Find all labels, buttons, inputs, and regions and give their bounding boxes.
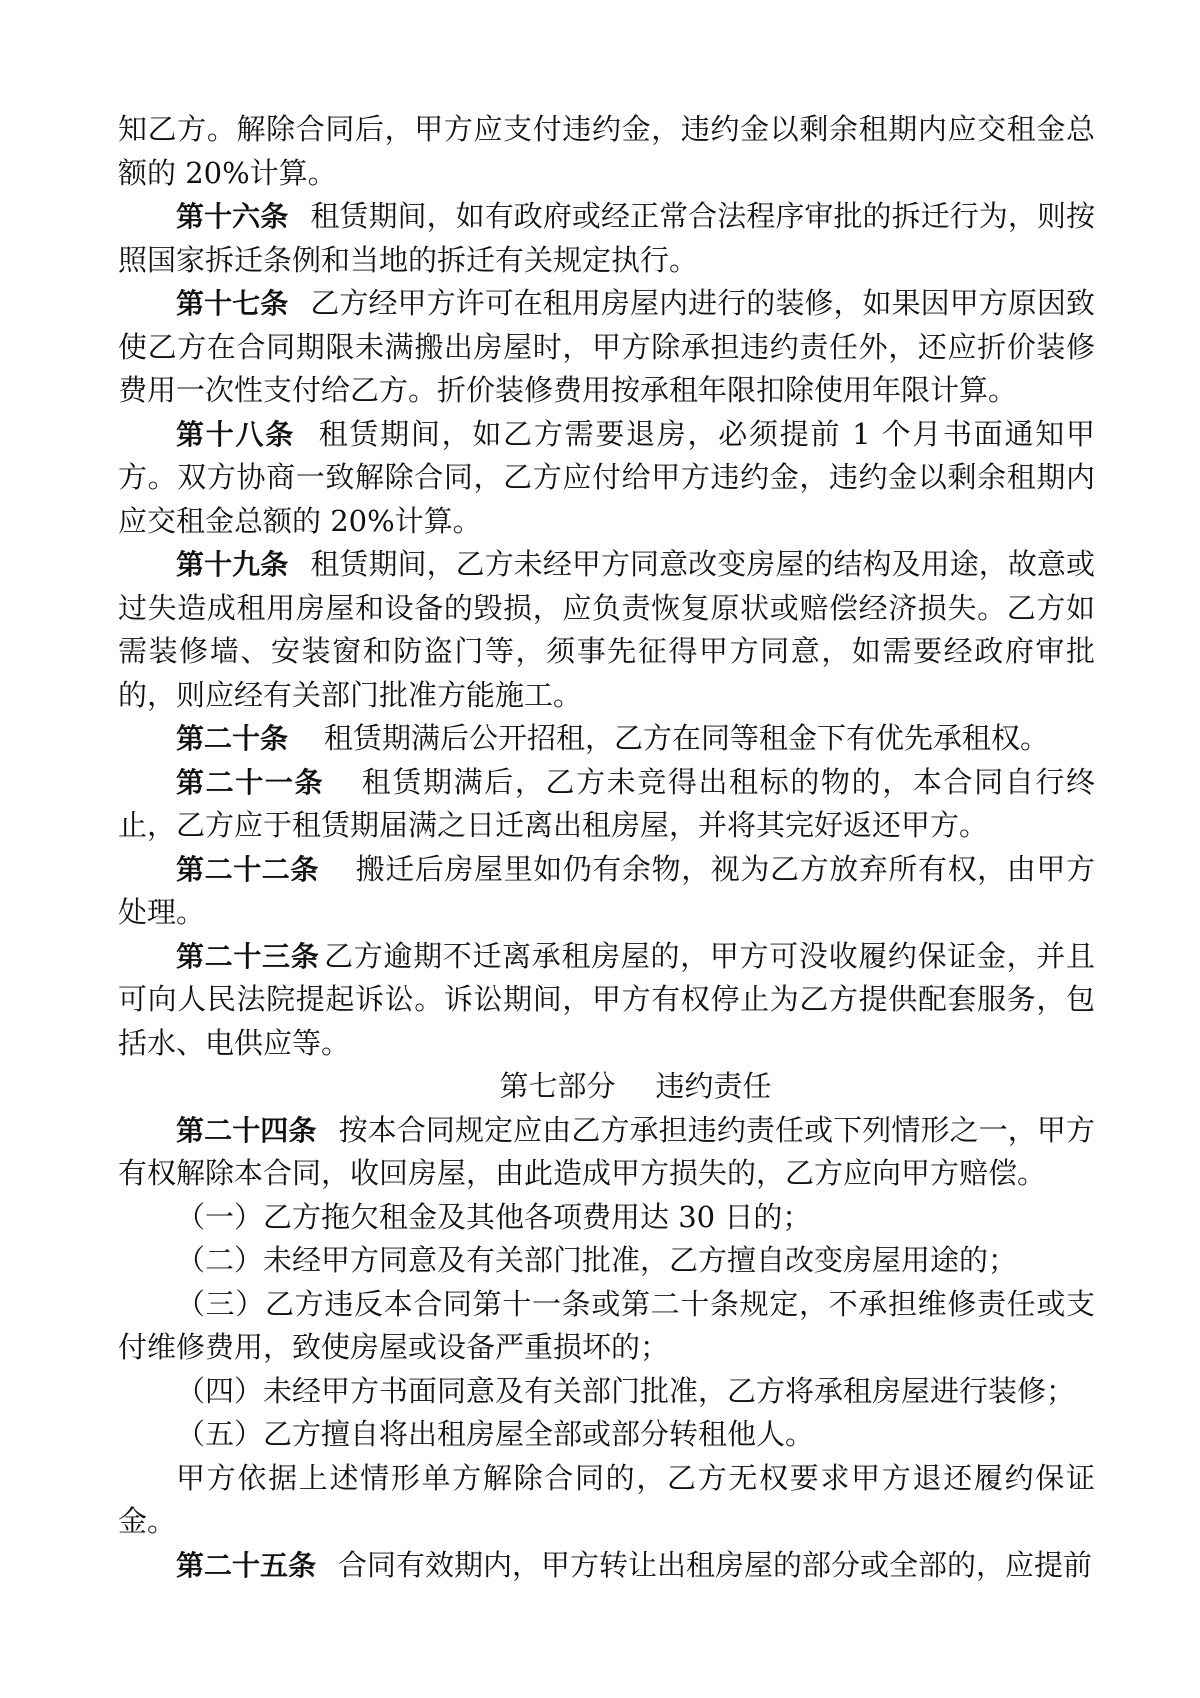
article-16 xyxy=(118,195,1095,282)
list-item: （一）乙方拖欠租金及其他各项费用达 30 日的； xyxy=(176,1199,812,1234)
article-label: 第十八条 xyxy=(176,417,295,451)
article-text: 租赁期间，乙方未经甲方同意改变房屋的结构及用途，故意或过失造成租用房屋和设备的毁损，应负责恢复原状或赔偿经济损失。乙方如需装修墙、安装窗和防盗门等，须事先征得甲方同意，如需要经政府审批的，则应经有关部门批准方能施工。 xyxy=(118,547,1095,712)
article-label: 第二十二条 xyxy=(176,852,319,886)
article-23 xyxy=(118,935,1095,1066)
article-text: 搬迁后房屋里如仍有余物，视为乙方放弃所有权，由甲方处理。 xyxy=(118,851,1095,929)
list-item: （五）乙方擅自将出租房屋全部或部分转租他人。 xyxy=(176,1417,815,1451)
article-text: 租赁期间，如有政府或经正常合法程序审批的拆迁行为，则按照国家拆迁条例和当地的拆迁有关规定执行。 xyxy=(118,199,1095,277)
article-text: 乙方逾期不迁离承租房屋的，甲方可没收履约保证金，并且可向人民法院提起诉讼。诉讼期间，甲方有权停止为乙方提供配套服务，包括水、电供应等。 xyxy=(118,938,1095,1060)
section-part: 第七部分 xyxy=(499,1069,616,1103)
article-label: 第二十条 xyxy=(176,722,289,755)
article-19 xyxy=(118,543,1095,717)
article-label: 第二十一条 xyxy=(176,765,325,799)
list-item: （三）乙方违反本合同第十一条或第二十条规定，不承担维修责任或支付维修费用，致使房屋或设备严重损坏的； xyxy=(118,1286,1095,1364)
paragraph-continuation: 知乙方。解除合同后，甲方应支付违约金，违约金以剩余租期内应交租金总额的 20%计算。 xyxy=(118,112,1095,190)
list-item: （二）未经甲方同意及有关部门批准，乙方擅自改变房屋用途的； xyxy=(176,1243,1018,1277)
article-label: 第十九条 xyxy=(176,548,289,581)
article-text: 按本合同规定应由乙方承担违约责任或下列情形之一，甲方有权解除本合同，收回房屋，由此造成甲方损失的，乙方应向甲方赔偿。 xyxy=(118,1112,1095,1190)
article-text: 乙方经甲方许可在租用房屋内进行的装修，如果因甲方原因致使乙方在合同期限未满搬出房屋时，甲方除承担违约责任外，还应折价装修费用一次性支付给乙方。折价装修费用按承租年限扣除使用年限计算。 xyxy=(118,286,1095,407)
paragraph-after-items: 甲方依据上述情形单方解除合同的，乙方无权要求甲方退还履约保证金。 xyxy=(118,1460,1095,1538)
article-25 xyxy=(118,1544,1095,1588)
article-text: 租赁期满后，乙方未竞得出租标的物的，本合同自行终止，乙方应于租赁期届满之日迁离出租房屋，并将其完好返还甲方。 xyxy=(118,764,1095,842)
article-label: 第十七条 xyxy=(176,287,289,320)
article-text: 租赁期满后公开招租，乙方在同等租金下有优先承租权。 xyxy=(324,721,1050,755)
article-text: 租赁期间，如乙方需要退房，必须提前 1 个月书面通知甲方。双方协商一致解除合同，乙方应付给甲方违约金，违约金以剩余租期内应交租金总额的 20%计算。 xyxy=(118,416,1095,538)
article-text: 合同有效期内，甲方转让出租房屋的部分或全部的，应提前 xyxy=(338,1547,1093,1582)
list-item: （四）未经甲方书面同意及有关部门批准，乙方将承租房屋进行装修； xyxy=(176,1373,1076,1408)
article-17 xyxy=(118,282,1095,413)
article-label: 第二十四条 xyxy=(176,1113,317,1147)
article-label: 第二十五条 xyxy=(176,1548,317,1582)
article-label: 第十六条 xyxy=(176,200,289,233)
article-24 xyxy=(118,1109,1095,1196)
article-18 xyxy=(118,413,1095,544)
article-label: 第二十三条 xyxy=(176,939,320,973)
article-21 xyxy=(118,761,1095,848)
section-heading xyxy=(118,1065,1095,1109)
article-22 xyxy=(118,848,1095,935)
article-20 xyxy=(118,717,1095,761)
section-name: 违约责任 xyxy=(655,1069,772,1103)
